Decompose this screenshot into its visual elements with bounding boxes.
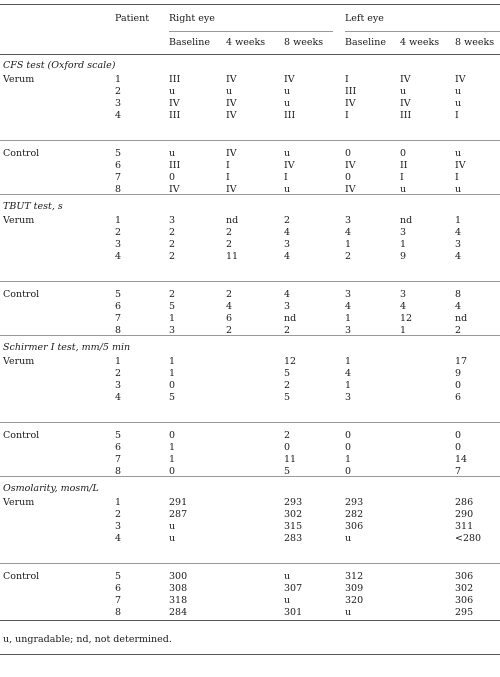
value-cell: nd <box>455 312 468 324</box>
value-cell: u <box>284 594 291 606</box>
value-cell: IV <box>345 97 356 109</box>
value-cell: IV <box>284 159 295 171</box>
value-cell: IV <box>400 74 411 85</box>
value-cell: u <box>455 85 462 97</box>
value-cell: I <box>284 171 288 183</box>
value-cell: 3 <box>345 324 352 336</box>
value-cell: 307 <box>284 582 303 594</box>
value-cell: 287 <box>169 508 188 520</box>
value-cell: 290 <box>455 508 474 520</box>
bottom-rule <box>0 620 500 621</box>
value-cell: 295 <box>455 606 474 618</box>
value-cell: 3 <box>455 238 462 250</box>
value-cell: 5 <box>284 367 291 379</box>
value-cell: 9 <box>455 367 462 379</box>
value-cell: u <box>455 148 462 159</box>
value-cell: 0 <box>345 430 352 441</box>
group-label: Verum <box>3 497 35 508</box>
col-header-left-baseline: Baseline <box>345 37 386 48</box>
value-cell: 11 <box>226 250 239 262</box>
value-cell: u <box>284 97 291 109</box>
group-label: Control <box>3 571 40 582</box>
group-label: Verum <box>3 356 35 367</box>
value-cell: III <box>345 85 357 97</box>
value-cell: 0 <box>455 379 462 391</box>
patient-cell: 8 <box>115 465 122 477</box>
value-cell: IV <box>345 183 356 195</box>
value-cell: 284 <box>169 606 188 618</box>
patient-cell: 7 <box>115 171 122 183</box>
value-cell: 320 <box>345 594 364 606</box>
value-cell: 302 <box>284 508 303 520</box>
value-cell: 4 <box>284 226 291 238</box>
value-cell: IV <box>455 74 466 85</box>
value-cell: IV <box>345 159 356 171</box>
top-rule <box>0 4 500 5</box>
patient-cell: 5 <box>115 571 122 582</box>
group-label: Verum <box>3 74 35 85</box>
value-cell: 2 <box>169 226 176 238</box>
value-cell: 1 <box>345 356 352 367</box>
value-cell: 0 <box>455 441 462 453</box>
value-cell: 9 <box>400 250 407 262</box>
value-cell: 308 <box>169 582 188 594</box>
value-cell: 0 <box>169 171 176 183</box>
value-cell: 0 <box>284 441 291 453</box>
patient-cell: 4 <box>115 250 122 262</box>
value-cell: 300 <box>169 571 188 582</box>
value-cell: 309 <box>345 582 364 594</box>
patient-cell: 2 <box>115 508 122 520</box>
value-cell: I <box>400 171 404 183</box>
value-cell: 3 <box>345 289 352 300</box>
value-cell: 3 <box>169 324 176 336</box>
patient-cell: 1 <box>115 74 122 85</box>
value-cell: IV <box>226 148 237 159</box>
value-cell: 318 <box>169 594 188 606</box>
value-cell: u <box>284 148 291 159</box>
value-cell: u <box>455 97 462 109</box>
value-cell: u <box>345 532 352 544</box>
value-cell: 2 <box>226 238 233 250</box>
value-cell: 4 <box>226 300 233 312</box>
value-cell: u <box>169 532 176 544</box>
patient-cell: 2 <box>115 85 122 97</box>
value-cell: 0 <box>400 148 407 159</box>
value-cell: 4 <box>345 367 352 379</box>
value-cell: 1 <box>345 379 352 391</box>
value-cell: 4 <box>345 226 352 238</box>
value-cell: I <box>345 74 349 85</box>
value-cell: I <box>455 171 459 183</box>
section-title: CFS test (Oxford scale) <box>3 60 116 71</box>
value-cell: I <box>455 109 459 121</box>
value-cell: 0 <box>169 379 176 391</box>
group-label: Control <box>3 430 40 441</box>
value-cell: IV <box>226 74 237 85</box>
value-cell: 2 <box>169 289 176 300</box>
value-cell: 3 <box>284 238 291 250</box>
value-cell: 1 <box>345 453 352 465</box>
value-cell: III <box>169 159 181 171</box>
col-header-left-4w: 4 weeks <box>400 37 440 48</box>
col-header-left-8w: 8 weeks <box>455 37 495 48</box>
value-cell: 306 <box>455 571 474 582</box>
group-label: Control <box>3 289 40 300</box>
value-cell: 4 <box>400 300 407 312</box>
value-cell: 293 <box>345 497 364 508</box>
value-cell: 0 <box>169 430 176 441</box>
patient-cell: 1 <box>115 497 122 508</box>
value-cell: III <box>400 109 412 121</box>
right-eye-header: Right eye <box>169 13 215 24</box>
value-cell: u <box>284 85 291 97</box>
patient-cell: 7 <box>115 594 122 606</box>
patient-cell: 3 <box>115 379 122 391</box>
value-cell: 4 <box>284 289 291 300</box>
value-cell: 2 <box>284 379 291 391</box>
patient-cell: 5 <box>115 289 122 300</box>
value-cell: 4 <box>455 250 462 262</box>
footer-rule <box>0 654 500 655</box>
value-cell: 1 <box>400 324 407 336</box>
value-cell: IV <box>226 109 237 121</box>
value-cell: <280 <box>455 532 482 544</box>
value-cell: 283 <box>284 532 303 544</box>
patient-cell: 3 <box>115 97 122 109</box>
value-cell: 7 <box>455 465 462 477</box>
value-cell: IV <box>400 97 411 109</box>
value-cell: III <box>284 109 296 121</box>
value-cell: 2 <box>226 226 233 238</box>
patient-cell: 3 <box>115 520 122 532</box>
value-cell: u <box>226 85 233 97</box>
value-cell: 1 <box>169 441 176 453</box>
col-header-right-baseline: Baseline <box>169 37 210 48</box>
value-cell: 14 <box>455 453 468 465</box>
value-cell: nd <box>400 215 413 226</box>
patient-cell: 5 <box>115 148 122 159</box>
patient-cell: 6 <box>115 159 122 171</box>
value-cell: u <box>284 571 291 582</box>
value-cell: 0 <box>345 171 352 183</box>
value-cell: IV <box>284 74 295 85</box>
group-divider <box>0 140 500 141</box>
value-cell: 1 <box>169 367 176 379</box>
value-cell: 6 <box>226 312 233 324</box>
col-header-right-8w: 8 weeks <box>284 37 324 48</box>
value-cell: 4 <box>284 250 291 262</box>
value-cell: 302 <box>455 582 474 594</box>
patient-cell: 4 <box>115 532 122 544</box>
value-cell: u <box>169 85 176 97</box>
section-divider <box>0 335 500 336</box>
patient-cell: 6 <box>115 300 122 312</box>
value-cell: 0 <box>455 430 462 441</box>
value-cell: 5 <box>284 465 291 477</box>
value-cell: III <box>169 109 181 121</box>
section-divider <box>0 194 500 195</box>
footnote: u, ungradable; nd, not determined. <box>3 634 172 645</box>
value-cell: u <box>400 183 407 195</box>
patient-cell: 6 <box>115 582 122 594</box>
value-cell: 2 <box>284 215 291 226</box>
table-row <box>0 391 500 405</box>
value-cell: 6 <box>455 391 462 403</box>
patient-cell: 1 <box>115 215 122 226</box>
value-cell: 5 <box>284 391 291 403</box>
value-cell: IV <box>226 97 237 109</box>
value-cell: nd <box>284 312 297 324</box>
value-cell: 4 <box>455 300 462 312</box>
value-cell: 1 <box>400 238 407 250</box>
value-cell: 2 <box>226 324 233 336</box>
value-cell: 291 <box>169 497 188 508</box>
value-cell: u <box>169 520 176 532</box>
patient-cell: 8 <box>115 606 122 618</box>
value-cell: 1 <box>345 312 352 324</box>
value-cell: I <box>226 171 230 183</box>
value-cell: 4 <box>455 226 462 238</box>
value-cell: II <box>400 159 408 171</box>
value-cell: 3 <box>345 391 352 403</box>
table-row <box>0 109 500 123</box>
right-eye-underline <box>169 31 333 32</box>
group-divider <box>0 281 500 282</box>
value-cell: 2 <box>226 289 233 300</box>
patient-cell: 7 <box>115 453 122 465</box>
value-cell: 2 <box>284 430 291 441</box>
left-eye-underline <box>345 31 500 32</box>
value-cell: IV <box>226 183 237 195</box>
value-cell: 8 <box>455 289 462 300</box>
value-cell: III <box>169 74 181 85</box>
value-cell: 12 <box>400 312 413 324</box>
group-divider <box>0 422 500 423</box>
table-row <box>0 606 500 620</box>
value-cell: u <box>169 148 176 159</box>
value-cell: 1 <box>169 453 176 465</box>
value-cell: 293 <box>284 497 303 508</box>
value-cell: I <box>345 109 349 121</box>
section-title: TBUT test, s <box>3 201 63 212</box>
table-row <box>0 532 500 546</box>
value-cell: 2 <box>169 250 176 262</box>
section-title: Schirmer I test, mm/5 min <box>3 342 131 353</box>
value-cell: I <box>226 159 230 171</box>
group-divider <box>0 563 500 564</box>
value-cell: 2 <box>455 324 462 336</box>
value-cell: 306 <box>455 594 474 606</box>
patient-cell: 8 <box>115 324 122 336</box>
value-cell: 1 <box>169 356 176 367</box>
table-row <box>0 250 500 264</box>
patient-cell: 5 <box>115 430 122 441</box>
value-cell: IV <box>169 97 180 109</box>
left-eye-header: Left eye <box>345 13 384 24</box>
value-cell: 2 <box>345 250 352 262</box>
value-cell: 1 <box>455 215 462 226</box>
value-cell: 0 <box>345 441 352 453</box>
section-divider <box>0 476 500 477</box>
value-cell: 0 <box>345 148 352 159</box>
value-cell: 17 <box>455 356 468 367</box>
value-cell: u <box>284 183 291 195</box>
value-cell: 312 <box>345 571 364 582</box>
value-cell: nd <box>226 215 239 226</box>
value-cell: IV <box>169 183 180 195</box>
patient-header: Patient <box>115 13 150 24</box>
patient-cell: 8 <box>115 183 122 195</box>
value-cell: 3 <box>400 226 407 238</box>
value-cell: 282 <box>345 508 364 520</box>
value-cell: 301 <box>284 606 303 618</box>
value-cell: 1 <box>345 238 352 250</box>
group-label: Verum <box>3 215 35 226</box>
value-cell: 5 <box>169 391 176 403</box>
value-cell: u <box>455 183 462 195</box>
value-cell: 3 <box>345 215 352 226</box>
value-cell: 306 <box>345 520 364 532</box>
group-label: Control <box>3 148 40 159</box>
value-cell: 315 <box>284 520 303 532</box>
section-title: Osmolarity, mosm/L <box>3 483 99 494</box>
value-cell: 286 <box>455 497 474 508</box>
value-cell: 3 <box>169 215 176 226</box>
value-cell: 5 <box>169 300 176 312</box>
patient-cell: 2 <box>115 226 122 238</box>
patient-cell: 4 <box>115 391 122 403</box>
value-cell: 12 <box>284 356 297 367</box>
value-cell: 2 <box>284 324 291 336</box>
patient-cell: 1 <box>115 356 122 367</box>
value-cell: 3 <box>284 300 291 312</box>
patient-cell: 4 <box>115 109 122 121</box>
patient-cell: 2 <box>115 367 122 379</box>
patient-cell: 6 <box>115 441 122 453</box>
patient-cell: 3 <box>115 238 122 250</box>
value-cell: 0 <box>169 465 176 477</box>
value-cell: 0 <box>345 465 352 477</box>
col-header-right-4w: 4 weeks <box>226 37 266 48</box>
value-cell: 4 <box>345 300 352 312</box>
value-cell: 2 <box>169 238 176 250</box>
value-cell: 3 <box>400 289 407 300</box>
value-cell: u <box>345 606 352 618</box>
value-cell: IV <box>455 159 466 171</box>
header-rule <box>0 54 500 55</box>
value-cell: 311 <box>455 520 474 532</box>
value-cell: u <box>400 85 407 97</box>
value-cell: 1 <box>169 312 176 324</box>
value-cell: 11 <box>284 453 297 465</box>
patient-cell: 7 <box>115 312 122 324</box>
